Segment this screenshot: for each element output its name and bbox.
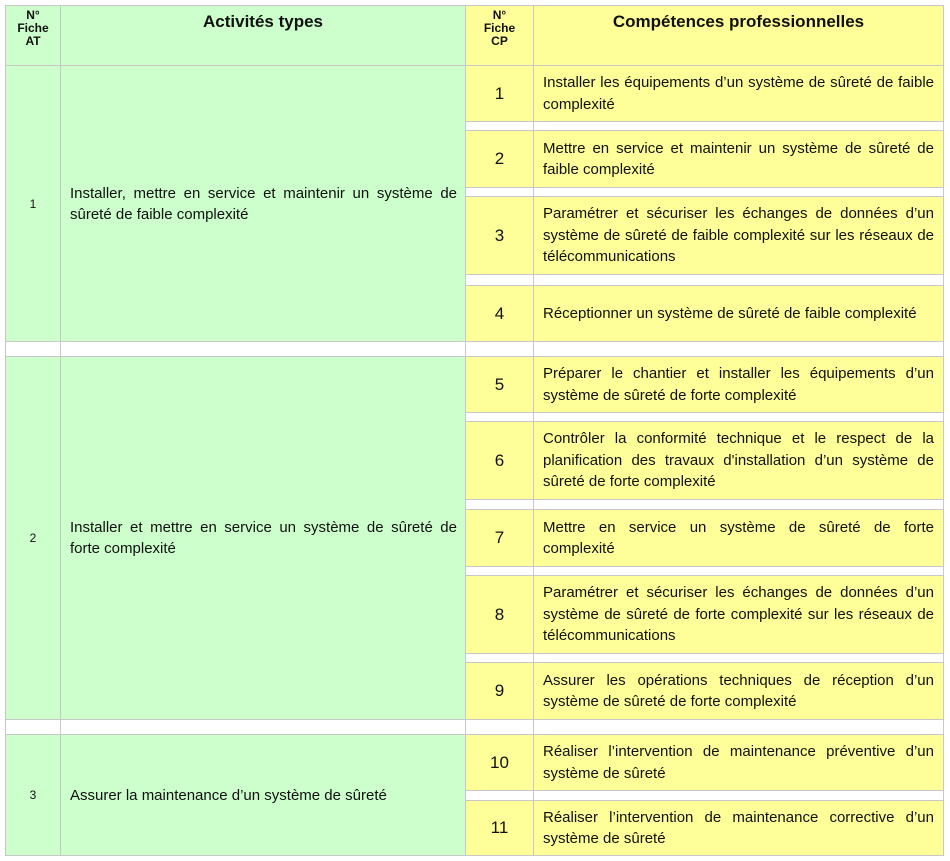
competence-label: Installer les équipements d’un système de sûreté de faible complexité	[533, 65, 944, 122]
header-num-cp	[465, 5, 534, 66]
row-spacer	[533, 341, 944, 357]
header-num-cp-line2: Fiche	[483, 21, 516, 35]
competence-label: Réaliser l’intervention de maintenance préventive d’un système de sûreté	[533, 734, 944, 791]
activity-label: Installer, mettre en service et maintenir un système de sûreté de faible complexité	[60, 65, 466, 342]
competence-number: 5	[465, 356, 534, 413]
row-spacer	[465, 719, 534, 735]
row-spacer	[60, 341, 466, 357]
header-num-at-line3: AT	[25, 34, 41, 48]
row-spacer	[533, 719, 944, 735]
competence-number: 6	[465, 421, 534, 500]
competence-number: 8	[465, 575, 534, 654]
header-activities-label: Activités types	[203, 12, 323, 31]
activity-number: 1	[5, 65, 61, 342]
competence-number: 4	[465, 285, 534, 342]
competence-number: 9	[465, 662, 534, 720]
competence-label: Contrôler la conformité technique et le respect de la planification des travaux d'installation d’un système de sûreté de forte complexité	[533, 421, 944, 500]
header-num-at-line1: N°	[26, 8, 40, 22]
competence-number: 2	[465, 130, 534, 188]
row-spacer	[5, 719, 61, 735]
header-num-cp-line1: N°	[492, 8, 507, 22]
competence-label: Réaliser l’intervention de maintenance corrective d’un système de sûreté	[533, 800, 944, 856]
activity-label: Assurer la maintenance d’un système de sûreté	[60, 734, 466, 856]
row-spacer	[465, 341, 534, 357]
competence-number: 1	[465, 65, 534, 122]
competence-label: Mettre en service et maintenir un système de sûreté de faible complexité	[533, 130, 944, 188]
row-spacer	[5, 341, 61, 357]
competence-number: 3	[465, 196, 534, 275]
header-num-at-line2: Fiche	[17, 21, 49, 35]
row-spacer	[60, 719, 466, 735]
competence-number: 11	[465, 800, 534, 856]
activity-label: Installer et mettre en service un système de sûreté de forte complexité	[60, 356, 466, 720]
header-num-at	[5, 5, 61, 66]
header-activities	[60, 5, 466, 66]
competence-number: 7	[465, 509, 534, 567]
competence-label: Mettre en service un système de sûreté de forte complexité	[533, 509, 944, 567]
competence-label: Réceptionner un système de sûreté de faible complexité	[533, 285, 944, 342]
activity-number: 3	[5, 734, 61, 856]
competence-number: 10	[465, 734, 534, 791]
activity-number: 2	[5, 356, 61, 720]
competence-label: Préparer le chantier et installer les équipements d’un système de sûreté de forte complexité	[533, 356, 944, 413]
header-competences	[533, 5, 944, 66]
header-num-cp-line3: CP	[491, 34, 508, 48]
header-competences-label: Compétences professionnelles	[612, 12, 865, 31]
competence-label: Paramétrer et sécuriser les échanges de données d’un système de sûreté de faible complexité sur les réseaux de télécommunications	[533, 196, 944, 275]
competence-label: Assurer les opérations techniques de réception d’un système de sûreté de forte complexité	[533, 662, 944, 720]
competence-label: Paramétrer et sécuriser les échanges de données d’un système de sûreté de forte complexité sur les réseaux de télécommunications	[533, 575, 944, 654]
